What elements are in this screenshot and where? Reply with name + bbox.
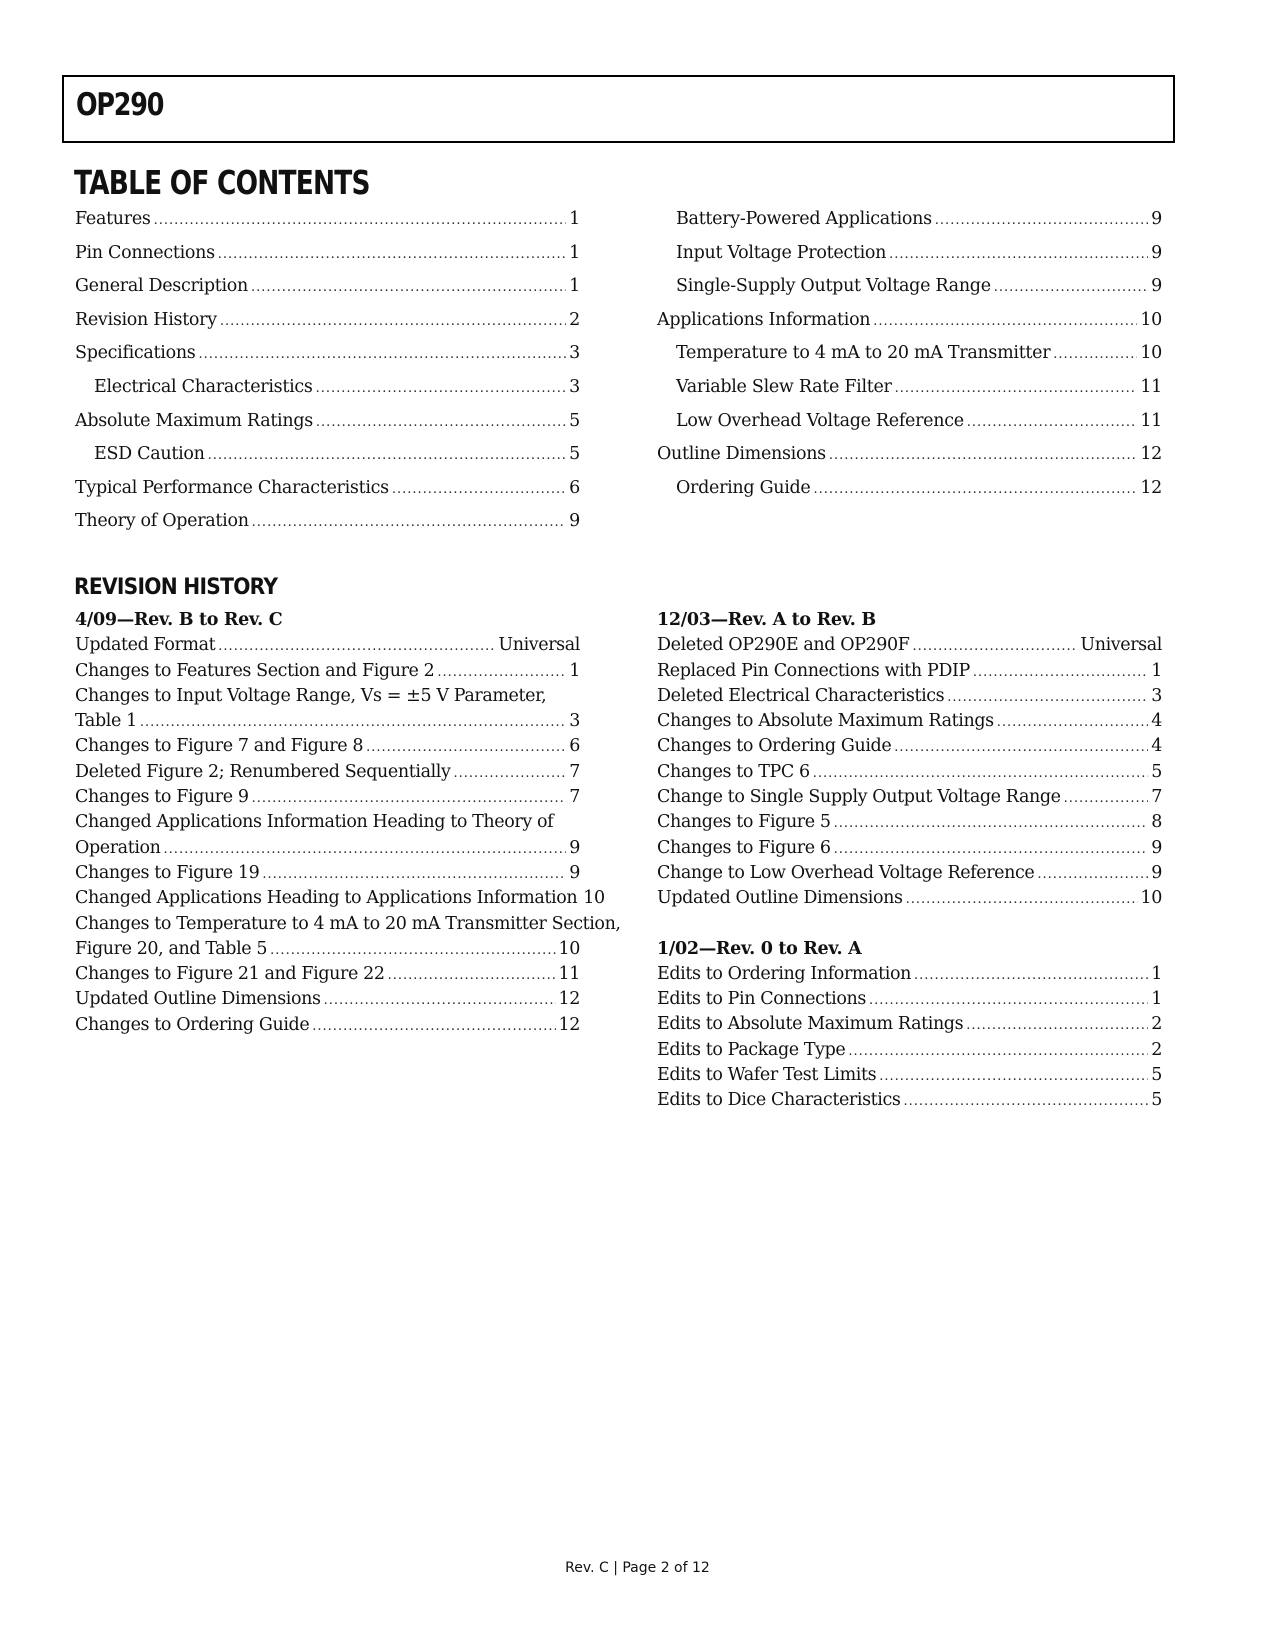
toc-entry-title: Pin Connections	[75, 242, 215, 263]
revision-entry-page: 12	[558, 989, 580, 1010]
toc-entry[interactable]	[657, 203, 1162, 237]
revision-entry-text: Changed Applications Heading to Applications Information	[75, 888, 578, 909]
toc-entry[interactable]	[75, 505, 580, 539]
toc-entry[interactable]	[657, 337, 1162, 371]
section-gap	[657, 912, 1162, 937]
revision-entry	[75, 1013, 580, 1038]
dot-leader	[873, 305, 1137, 339]
toc-entry-page: 12	[1140, 477, 1162, 498]
revision-entry-text: Deleted OP290E and OP290F	[657, 635, 910, 656]
toc-entry-page: 9	[1151, 242, 1162, 263]
toc-entry-page: 6	[569, 477, 580, 498]
toc-entry[interactable]	[75, 203, 580, 237]
revision-entry	[657, 734, 1162, 759]
dot-leader	[392, 473, 566, 507]
toc-entry[interactable]	[657, 438, 1162, 472]
toc-entry-title: Single-Supply Output Voltage Range	[676, 276, 991, 297]
dot-leader	[140, 710, 566, 735]
revision-entry	[75, 987, 580, 1012]
revision-entry-text: Changes to Figure 7 and Figure 8	[75, 736, 364, 757]
toc-entry-page: 9	[1151, 209, 1162, 229]
revision-entry-text: Change to Low Overhead Voltage Reference	[657, 862, 1035, 883]
revision-section-title: 12/03—Rev. A to Rev. B	[657, 610, 876, 630]
revision-entry	[75, 861, 580, 886]
revision-entry	[75, 937, 580, 962]
revision-entry-page: Universal	[1080, 635, 1162, 656]
dot-leader	[251, 271, 566, 305]
revision-entry	[657, 810, 1162, 835]
dot-leader	[252, 506, 566, 540]
revision-entry-text: Deleted Figure 2; Renumbered Sequentially	[75, 761, 451, 782]
revision-entry-page: 5	[1151, 1090, 1162, 1111]
revision-entry-page: 12	[558, 1014, 580, 1035]
dot-leader	[966, 1013, 1148, 1038]
dot-leader	[914, 963, 1148, 988]
toc-entry-page: 12	[1140, 444, 1162, 465]
toc-entry-page: 11	[1140, 410, 1162, 431]
revision-entry-text: Changed Applications Information Heading to Theory of	[75, 812, 554, 833]
toc-left-column	[75, 203, 580, 539]
revision-entry-text: Changes to Figure 6	[657, 837, 831, 858]
revision-entry-text: Changes to Absolute Maximum Ratings	[657, 711, 994, 732]
revision-entry-page: 3	[1151, 685, 1162, 706]
revision-entry-page: 10	[583, 888, 605, 909]
toc-entry[interactable]	[75, 472, 580, 506]
revision-entry-page: 1	[569, 660, 580, 681]
toc-entry-title: Variable Slew Rate Filter	[676, 376, 892, 397]
revision-entry	[75, 836, 580, 861]
revision-entry-page: 9	[1151, 862, 1162, 883]
toc-entry-page: 5	[569, 444, 580, 465]
toc-entry-title: General Description	[75, 276, 248, 297]
revision-entry-text: Changes to Ordering Guide	[657, 736, 892, 757]
revision-entry-page: 2	[1151, 1039, 1162, 1060]
revision-entry	[657, 684, 1162, 709]
revision-entry-page: 9	[1151, 837, 1162, 858]
revision-entry	[657, 962, 1162, 987]
revision-entry-text: Changes to Ordering Guide	[75, 1014, 310, 1035]
dot-leader	[454, 761, 567, 786]
revision-entry	[75, 659, 580, 684]
toc-entry[interactable]	[657, 472, 1162, 506]
dot-leader	[829, 439, 1137, 473]
revision-entry	[75, 709, 580, 734]
revision-entry-page: 9	[569, 837, 580, 858]
toc-entry-page: 1	[569, 242, 580, 263]
revision-entry-page: 4	[1151, 711, 1162, 732]
toc-entry[interactable]	[657, 270, 1162, 304]
dot-leader	[889, 238, 1148, 272]
revision-entry	[657, 1088, 1162, 1113]
revision-entry-text: Changes to TPC 6	[657, 761, 810, 782]
toc-entry-page: 10	[1140, 309, 1162, 330]
revision-entry	[657, 1063, 1162, 1088]
dot-leader	[834, 811, 1149, 836]
dot-leader	[1053, 338, 1137, 372]
revision-entry-text: Changes to Features Section and Figure 2	[75, 660, 435, 681]
toc-entry[interactable]	[75, 304, 580, 338]
page-footer: Rev. C | Page 2 of 12	[565, 1560, 710, 1576]
dot-leader	[324, 988, 556, 1013]
dot-leader	[813, 473, 1137, 507]
dot-leader	[848, 1039, 1148, 1064]
revision-entry-page: 7	[569, 787, 580, 808]
revision-entry-text: Edits to Pin Connections	[657, 989, 866, 1010]
toc-entry-page: 10	[1140, 343, 1162, 364]
revision-entry	[657, 1012, 1162, 1037]
revision-entry	[657, 886, 1162, 911]
toc-entry-title: Ordering Guide	[676, 477, 811, 498]
revision-entry-text: Edits to Wafer Test Limits	[657, 1065, 877, 1086]
toc-entry[interactable]	[657, 371, 1162, 405]
toc-entry-page: 11	[1140, 376, 1162, 397]
revision-entry-page: 2	[1151, 1014, 1162, 1035]
revision-entry	[75, 734, 580, 759]
revision-entry-text: Edits to Dice Characteristics	[657, 1090, 901, 1111]
toc-entry-title: Revision History	[75, 309, 217, 330]
revision-history-heading: REVISION HISTORY	[74, 575, 278, 600]
toc-entry-page: 5	[569, 410, 580, 431]
revision-entry-text: Changes to Figure 5	[657, 812, 831, 833]
dot-leader	[813, 761, 1149, 786]
toc-entry-title: Specifications	[75, 343, 196, 364]
revision-entry-text: Updated Outline Dimensions	[75, 989, 321, 1010]
revision-entry-page: 5	[1151, 761, 1162, 782]
revision-entry-page: 7	[569, 761, 580, 782]
revision-entry	[75, 785, 580, 810]
revision-entry-text: Change to Single Supply Output Voltage Range	[657, 787, 1061, 808]
dot-leader	[366, 735, 566, 760]
dot-leader	[997, 710, 1149, 735]
dot-leader	[198, 338, 566, 372]
toc-entry-page: 9	[569, 511, 580, 532]
toc-entry-title: Input Voltage Protection	[676, 242, 887, 263]
dot-leader	[270, 938, 555, 963]
revision-entry-page: 6	[569, 736, 580, 757]
dot-leader	[316, 406, 566, 440]
dot-leader	[947, 685, 1148, 710]
revision-entry-text: Changes to Input Voltage Range, Vs = ±5 V Parameter,	[75, 685, 547, 706]
toc-entry-page: 1	[569, 209, 580, 229]
dot-leader	[906, 887, 1138, 912]
toc-entry[interactable]	[75, 405, 580, 439]
revision-entry-page: 4	[1151, 736, 1162, 757]
dot-leader	[967, 406, 1138, 440]
header-box	[62, 75, 1175, 143]
document-title: OP290	[76, 87, 164, 123]
dot-leader	[1037, 862, 1148, 887]
revision-entry-page: 10	[1140, 888, 1162, 909]
revision-entry-page: Universal	[498, 635, 580, 656]
dot-leader	[218, 634, 495, 659]
dot-leader	[312, 1014, 555, 1039]
revision-entry-page: 1	[1151, 963, 1162, 984]
revision-entry-page: 1	[1151, 660, 1162, 681]
dot-leader	[154, 204, 567, 238]
revision-entry	[657, 987, 1162, 1012]
toc-entry[interactable]	[657, 237, 1162, 271]
revision-entry	[657, 709, 1162, 734]
revision-entry-text: Updated Outline Dimensions	[657, 888, 903, 909]
dot-leader	[894, 735, 1148, 760]
dot-leader	[218, 238, 566, 272]
toc-entry-title: Absolute Maximum Ratings	[75, 410, 313, 431]
dot-leader	[437, 660, 566, 685]
toc-entry[interactable]	[75, 270, 580, 304]
toc-entry-title: Outline Dimensions	[657, 444, 826, 465]
revision-entry-text: Changes to Figure 21 and Figure 22	[75, 964, 385, 985]
toc-entry-title: Theory of Operation	[75, 511, 249, 532]
dot-leader	[994, 271, 1148, 305]
revision-entry-text: Updated Format	[75, 635, 216, 656]
dot-leader	[262, 862, 566, 887]
revision-entry	[657, 659, 1162, 684]
toc-entry-title: Battery-Powered Applications	[676, 209, 932, 229]
dot-leader	[913, 634, 1078, 659]
toc-entry[interactable]	[657, 405, 1162, 439]
toc-entry-title: Low Overhead Voltage Reference	[676, 410, 964, 431]
revision-entry	[657, 1038, 1162, 1063]
revision-entry-text: Operation	[75, 837, 161, 858]
revision-right-column	[657, 608, 1162, 1114]
toc-entry-title: Typical Performance Characteristics	[75, 477, 389, 498]
toc-entry-page: 3	[569, 343, 580, 364]
revision-entry-page: 5	[1151, 1065, 1162, 1086]
dot-leader	[895, 372, 1138, 406]
revision-entry-text: Edits to Ordering Information	[657, 963, 911, 984]
revision-entry	[657, 836, 1162, 861]
revision-entry-text: Changes to Figure 9	[75, 787, 249, 808]
toc-entry-page: 2	[569, 309, 580, 330]
toc-entry-title: Temperature to 4 mA to 20 mA Transmitter	[676, 343, 1051, 364]
toc-entry-title: ESD Caution	[94, 444, 205, 465]
toc-entry[interactable]	[75, 237, 580, 271]
revision-entry-page: 7	[1151, 787, 1162, 808]
revision-section-title: 1/02—Rev. 0 to Rev. A	[657, 938, 862, 959]
revision-entry-page: 3	[569, 711, 580, 732]
toc-entry[interactable]	[657, 304, 1162, 338]
dot-leader	[208, 439, 567, 473]
revision-entry	[657, 861, 1162, 886]
revision-entry-page: 8	[1151, 812, 1162, 833]
revision-entry	[657, 785, 1162, 810]
revision-entry-text: Edits to Absolute Maximum Ratings	[657, 1014, 964, 1035]
revision-entry	[657, 633, 1162, 658]
revision-entry	[75, 886, 605, 911]
toc-entry[interactable]	[75, 438, 580, 472]
revision-entry	[75, 633, 580, 658]
dot-leader	[935, 204, 1148, 238]
revision-left-column	[75, 608, 621, 1038]
revision-entry-text: Changes to Temperature to 4 mA to 20 mA Transmitter Section,	[75, 913, 621, 934]
dot-leader	[220, 305, 566, 339]
toc-entry[interactable]	[75, 371, 580, 405]
revision-entry	[75, 760, 580, 785]
revision-entry-text: Figure 20, and Table 5	[75, 938, 268, 959]
revision-entry-text: Changes to Figure 19	[75, 862, 260, 883]
revision-entry-page: 11	[558, 964, 580, 985]
toc-entry-page: 3	[569, 376, 580, 397]
revision-entry-text: Deleted Electrical Characteristics	[657, 685, 945, 706]
dot-leader	[252, 786, 567, 811]
toc-entry-title: Features	[75, 209, 151, 229]
revision-entry	[657, 760, 1162, 785]
toc-entry[interactable]	[75, 337, 580, 371]
dot-leader	[869, 988, 1148, 1013]
toc-entry-page: 9	[1151, 276, 1162, 297]
revision-entry-text: Edits to Package Type	[657, 1039, 846, 1060]
dot-leader	[973, 660, 1148, 685]
toc-entry-page: 1	[569, 276, 580, 297]
dot-leader	[879, 1064, 1148, 1089]
revision-entry-text: Table 1	[75, 711, 137, 732]
dot-leader	[834, 837, 1149, 862]
dot-leader	[316, 372, 567, 406]
dot-leader	[164, 837, 567, 862]
toc-heading: TABLE OF CONTENTS	[74, 163, 370, 202]
revision-entry-text: Replaced Pin Connections with PDIP	[657, 660, 970, 681]
revision-entry-page: 10	[558, 938, 580, 959]
revision-entry-page: 9	[569, 862, 580, 883]
dot-leader	[903, 1089, 1148, 1114]
dot-leader	[388, 963, 556, 988]
dot-leader	[1064, 786, 1149, 811]
revision-entry	[75, 962, 580, 987]
revision-section-title: 4/09—Rev. B to Rev. C	[75, 610, 283, 630]
toc-entry-title: Applications Information	[657, 309, 871, 330]
revision-entry-page: 1	[1151, 989, 1162, 1010]
toc-right-column	[657, 203, 1162, 505]
toc-entry-title: Electrical Characteristics	[94, 376, 313, 397]
